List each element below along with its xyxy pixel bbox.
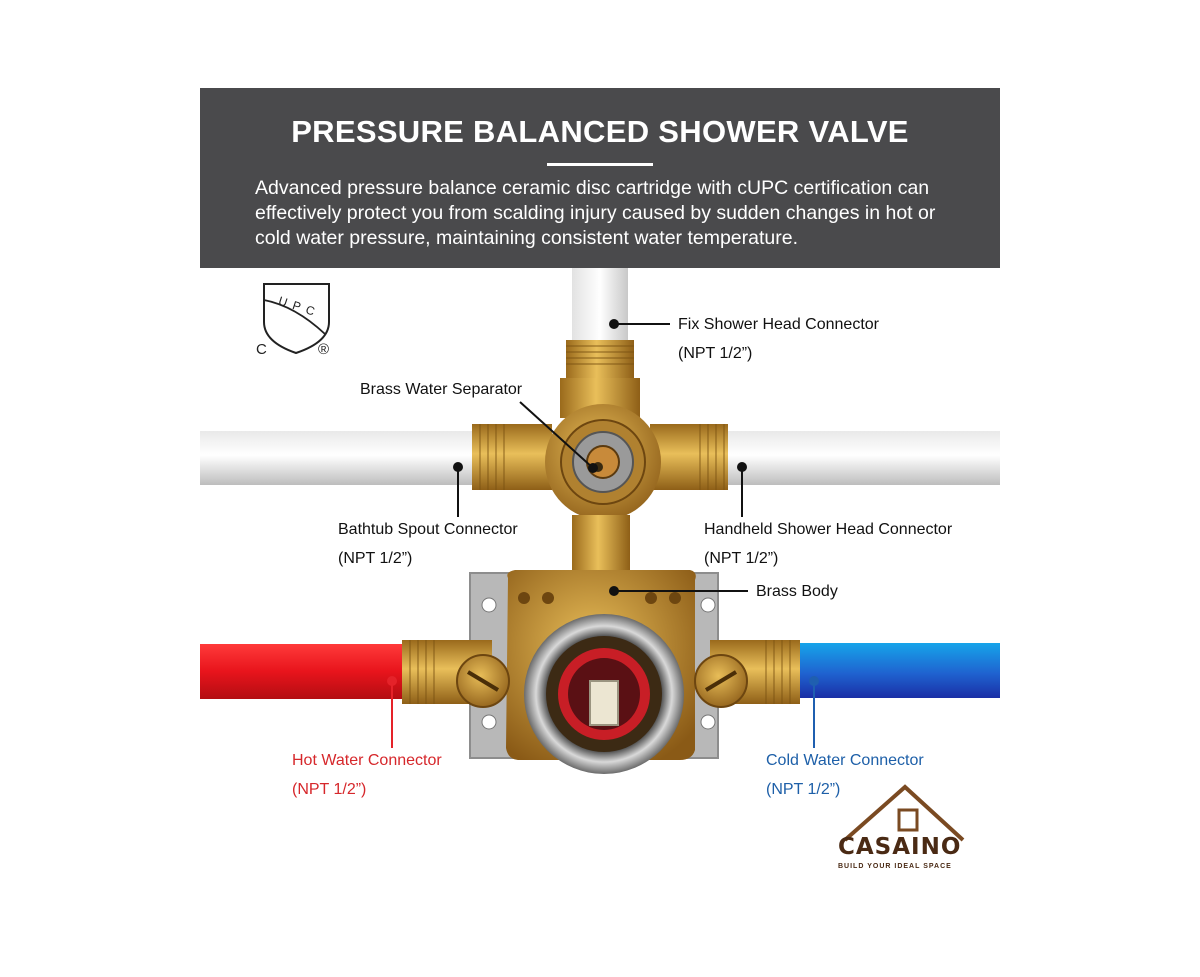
upc-c-mark: C — [256, 341, 267, 358]
banner-description: Advanced pressure balance ceramic disc cartridge with cUPC certification can effectively protect you from scalding injury caused by sudden changes in hot or cold water pressure, maintaining consistent water temperature. — [255, 177, 936, 249]
cold-water-npt: (NPT 1/2”) — [766, 781, 841, 798]
hot-water-pipe — [200, 644, 405, 699]
bathtub-spout-label: Bathtub Spout Connector — [338, 521, 518, 538]
upc-certification-mark — [256, 284, 329, 358]
upc-letters: UPC — [276, 293, 323, 321]
fix-shower-head-label: Fix Shower Head Connector — [678, 316, 879, 333]
banner-title: PRESSURE BALANCED SHOWER VALVE — [291, 114, 909, 149]
handheld-shower-head-label: Handheld Shower Head Connector — [704, 521, 953, 538]
brass-water-separator-label: Brass Water Separator — [360, 381, 523, 398]
bathtub-spout-npt: (NPT 1/2”) — [338, 550, 413, 567]
upc-registered-mark: ® — [318, 341, 330, 358]
vertical-white-pipe — [572, 268, 628, 348]
casaino-logo-icon — [845, 787, 963, 840]
handheld-shower-head-npt: (NPT 1/2”) — [704, 550, 779, 567]
cold-water-pipe — [795, 643, 1000, 698]
brass-body-label: Brass Body — [756, 583, 838, 600]
casaino-logo-wordmark: CASAINO — [838, 834, 962, 860]
cold-water-label: Cold Water Connector — [766, 752, 924, 769]
casaino-logo-tagline: BUILD YOUR IDEAL SPACE — [838, 863, 952, 870]
hot-water-label: Hot Water Connector — [292, 752, 442, 769]
left-outlet-thread — [472, 424, 552, 490]
hot-water-npt: (NPT 1/2”) — [292, 781, 367, 798]
fix-shower-head-npt: (NPT 1/2”) — [678, 345, 753, 362]
cartridge-stem — [590, 681, 618, 725]
